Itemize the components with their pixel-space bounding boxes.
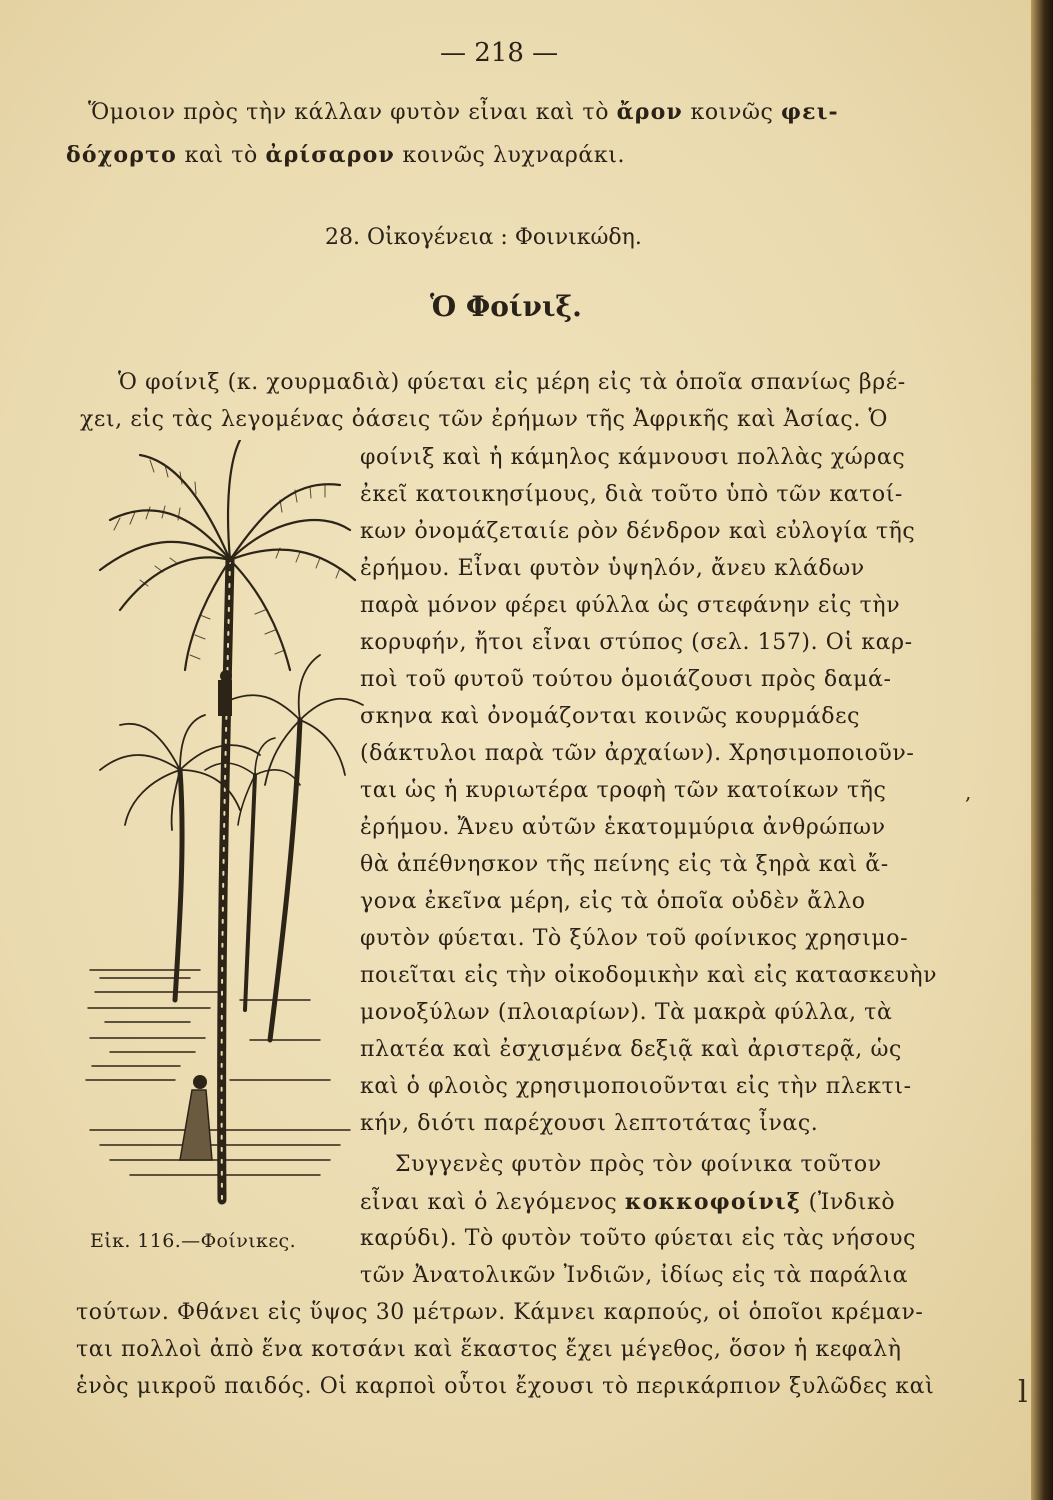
body-line: τῶν Ἀνατολικῶν Ἰνδιῶν, ἰδίως εἰς τὰ παράλια: [360, 1263, 909, 1288]
body-line: ποὶ τοῦ φυτοῦ τούτου ὁμοιάζουσι πρὸς δαμά-: [360, 667, 892, 692]
intro-text: Ὅμοιον πρὸς τὴν κάλλαν φυτὸν εἶναι καὶ τὸ: [88, 100, 617, 125]
body-line: γονα ἐκεῖνα μέρη, εἰς τὰ ὁποῖα οὐδὲν ἄλλο: [360, 889, 866, 914]
body-line: φοίνιξ καὶ ἡ κάμηλος κάμνουσι πολλὰς χώρας: [360, 445, 906, 470]
body-line: παρὰ μόνον φέρει φύλλα ὡς στεφάνην εἰς τὴν: [360, 593, 901, 618]
intro-text: κοινῶς: [682, 100, 782, 125]
body-line: κων ὀνομάζεταιίε ρὸν δένδρον καὶ εὐλογία τῆς: [360, 519, 916, 544]
intro-line-2: [66, 140, 625, 171]
body-line: ἑνὸς μικροῦ παιδός. Οἱ καρποὶ οὗτοι ἔχουσι τὸ περικάρπιον ξυλῶδες καὶ: [76, 1374, 935, 1399]
body-line: Συγγενὲς φυτὸν πρὸς τὸν φοίνικα τοῦτον: [395, 1152, 882, 1177]
margin-mark: ,: [965, 780, 972, 804]
body-line: καὶ ὁ φλοιὸς χρησιμοποιοῦνται εἰς τὴν πλεκτι-: [360, 1074, 912, 1099]
figure-caption: Εἰκ. 116.—Φοίνικες.: [90, 1230, 297, 1252]
intro-text: καὶ τὸ: [177, 143, 266, 168]
body-line: τούτων. Φθάνει εἰς ὕψος 30 μέτρων. Κάμνει καρπούς, οἱ ὁποῖοι κρέμαν-: [76, 1300, 924, 1325]
body-line: καρύδι). Τὸ φυτὸν τοῦτο φύεται εἰς τὰς νήσους: [360, 1226, 917, 1251]
body-line: φυτὸν φύεται. Τὸ ξύλον τοῦ φοίνικος χρησιμο-: [360, 926, 909, 951]
body-line: θὰ ἀπέθνησκον τῆς πείνης εἰς τὰ ξηρὰ καὶ ἄ-: [360, 852, 889, 877]
body-line: ἐρήμου. Ἄνευ αὐτῶν ἑκατομμύρια ἀνθρώπων: [360, 815, 886, 840]
binding-edge: [1031, 0, 1053, 1500]
body-line: πλατέα καὶ ἐσχισμένα δεξιᾷ καὶ ἀριστερᾷ, ὡς: [360, 1037, 902, 1062]
body-line: ται ὡς ἡ κυριωτέρα τροφὴ τῶν κατοίκων τῆς: [360, 778, 887, 803]
body-line: ἐρήμου. Εἶναι φυτὸν ὑψηλόν, ἄνευ κλάδων: [360, 556, 865, 581]
body-text: εἶναι καὶ ὁ λεγόμενος: [360, 1190, 625, 1215]
body-line: ἐκεῖ κατοικησίμους, διὰ τοῦτο ὑπὸ τῶν κατοί-: [360, 482, 903, 507]
page-number: — 218 —: [440, 38, 559, 68]
body-line: (δάκτυλοι παρὰ τῶν ἀρχαίων). Χρησιμοποιοῦν-: [360, 741, 915, 766]
intro-line-1: [88, 97, 839, 128]
body-line: μονοξύλων (πλοιαρίων). Τὰ μακρὰ φύλλα, τὰ: [360, 1000, 893, 1025]
intro-text: κοινῶς λυχναράκι.: [394, 143, 626, 168]
body-line-coconut: [360, 1187, 895, 1218]
body-text: (Ἰνδικὸ: [801, 1190, 896, 1215]
family-heading: 28. Οἰκογένεια : Φοινικώδη.: [325, 225, 642, 250]
body-line: κορυφήν, ἤτοι εἶναι στύπος (σελ. 157). Οἱ καρ-: [360, 630, 913, 655]
palm-trees-illustration: [80, 440, 365, 1230]
term-coconut-palm: κοκκοφοίνιξ: [624, 1189, 802, 1215]
body-line: σκηνα καὶ ὀνομάζονται κοινῶς κουρμάδες: [360, 704, 861, 729]
body-line: Ὁ φοίνιξ (κ. χουρμαδιὰ) φύεται εἰς μέρη εἰς τὰ ὁποῖα σπανίως βρέ-: [118, 370, 906, 395]
term-fei: φει-: [781, 99, 839, 125]
body-line: ποιεῖται εἰς τὴν οἰκοδομικὴν καὶ εἰς κατασκευὴν: [360, 963, 938, 988]
term-docorto: δόχορτο: [66, 142, 177, 168]
section-title: Ὁ Φοίνιξ.: [430, 290, 582, 323]
body-line: χει, εἰς τὰς λεγομένας ὀάσεις τῶν ἐρήμων τῆς Ἀφρικῆς καὶ Ἀσίας. Ὁ: [80, 407, 889, 432]
margin-mark: l: [1018, 1375, 1028, 1410]
body-line: κήν, διότι παρέχουσι λεπτοτάτας ἶνας.: [360, 1111, 819, 1136]
body-line: ται πολλοὶ ἀπὸ ἕνα κοτσάνι καὶ ἕκαστος ἔχει μέγεθος, ὅσον ἡ κεφαλὴ: [76, 1337, 902, 1362]
term-arisaron: ἀρίσαρον: [265, 142, 395, 168]
term-aron: ἄρον: [616, 99, 683, 125]
